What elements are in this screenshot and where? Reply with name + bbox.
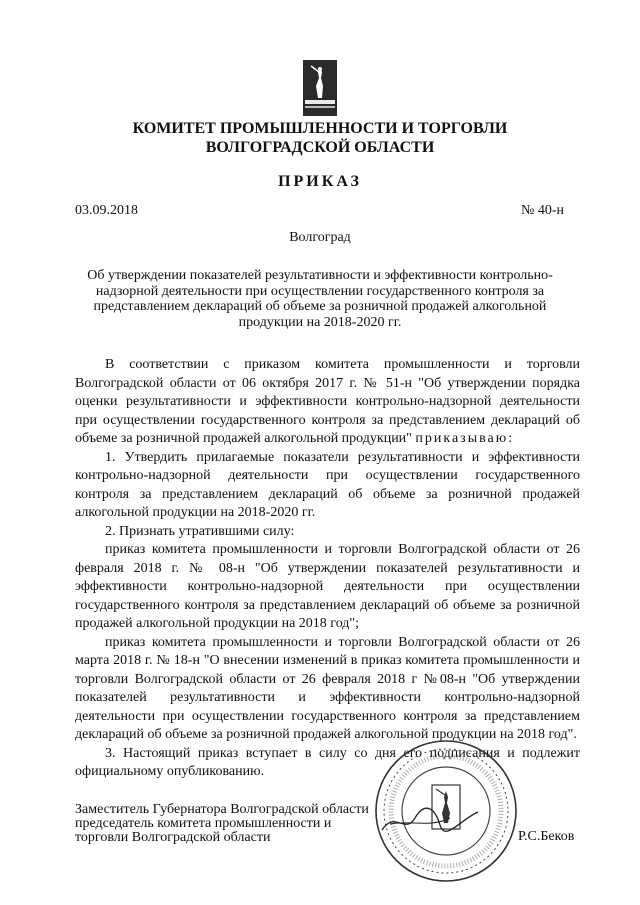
- document-body: [75, 356, 580, 782]
- item-3: 3. Настоящий приказ вступает в силу со дня его подписания и подлежит официальному опубликованию.: [75, 745, 580, 779]
- item-2b: приказ комитета промышленности и торговли Волгоградской области от 26 марта 2018 г. № 18-н "О внесении изменений в приказ комитета промышленности и торговли Волгоградской области от 26 февраля 2018 г №08-н "Об утверждении показателей результативности и эффективности контрольно-надзорной деятельности при осуществлении государственного контроля за представлением деклараций об объеме за розничной продажей алкогольной продукции на 2018 год".: [75, 634, 580, 742]
- org-name-line2: ВОЛГОГРАДСКОЙ ОБЛАСТИ: [205, 139, 435, 156]
- document-city: Волгоград: [289, 230, 351, 245]
- body-intro-text: В соответствии с приказом комитета промышленности и торговли Волгоградской области от 06 октября 2017 г. № 51-н "Об утверждении порядка оценки результативности и эффективности контрольно-надзорной деятельности при осуществлении государственного контроля за представлением деклараций об объеме за розничной продажей алкогольной продукции": [75, 357, 580, 446]
- document-subject: Об утверждении показателей результативности и эффективности контрольно-надзорной деятельности при осуществлении государственного контроля за представлением деклараций об объеме за розничной продажей алкогольной продукции на 2018-2020 гг.: [87, 268, 553, 330]
- signatory-name: Р.С.Беков: [518, 829, 575, 844]
- document-number: № 40-н: [520, 203, 564, 218]
- document-type: ПРИКАЗ: [278, 173, 362, 190]
- signatory-line1: Заместитель Губернатора Волгоградской области: [75, 802, 369, 817]
- signatory-title: [75, 803, 375, 845]
- item-1: 1. Утвердить прилагаемые показатели результативности и эффективности контрольно-надзорной деятельности при осуществлении государственного контроля за представлением деклараций об объеме за розничной продажей алкогольной продукции на 2018-2020 гг.: [75, 449, 580, 520]
- org-name-line1: КОМИТЕТ ПРОМЫШЛЕННОСТИ И ТОРГОВЛИ: [132, 120, 508, 137]
- signatory-line2: председатель комитета промышленности и: [75, 816, 332, 831]
- item-2: 2. Признать утратившими силу:: [105, 523, 295, 539]
- order-keyword: приказываю:: [415, 431, 515, 446]
- volgograd-coat-of-arms-icon: [303, 60, 337, 116]
- item-2a: приказ комитета промышленности и торговли Волгоградской области от 26 февраля 2018 г. № 08-н "Об утверждении показателей результативности и эффективности контрольно-надзорной деятельности при осуществлении государственного контроля за представлением деклараций об объеме за розничной продажей алкогольной продукции на 2018 год";: [75, 542, 580, 631]
- body-intro: [75, 356, 580, 449]
- handwritten-signature-icon: [380, 800, 480, 840]
- document-date: 03.09.2018: [75, 203, 138, 218]
- signatory-line3: торговли Волгоградской области: [75, 830, 271, 845]
